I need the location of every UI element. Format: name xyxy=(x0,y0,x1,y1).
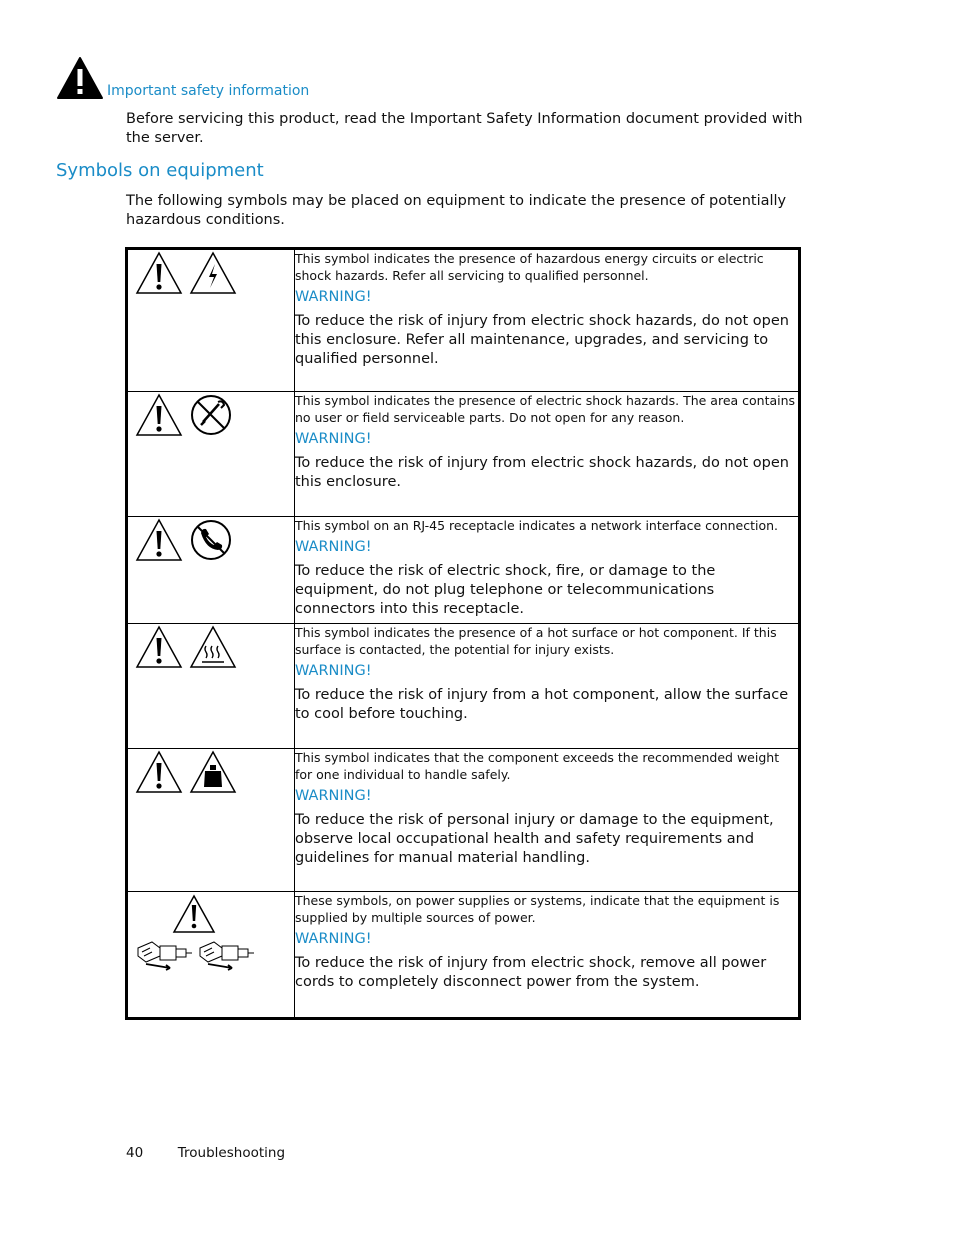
symbol-description: This symbol on an RJ-45 receptacle indicates a network interface connection. xyxy=(295,518,779,533)
warning-icon xyxy=(134,392,184,438)
symbol-description: These symbols, on power supplies or systems, indicate that the equipment is supplied by multiple sources of power. xyxy=(295,893,780,925)
symbol-cell xyxy=(127,624,295,749)
power-cord-icon xyxy=(200,942,254,962)
important-safety-link[interactable]: Important safety information xyxy=(107,83,310,99)
section-title: Symbols on equipment xyxy=(56,160,264,181)
symbol-cell xyxy=(127,517,295,624)
symbol-cell xyxy=(127,392,295,517)
warning-icon xyxy=(134,250,184,296)
warning-icon xyxy=(134,624,184,670)
no-tools-icon xyxy=(188,392,234,438)
safety-intro: Before servicing this product, read the Important Safety Information document provided with the server. xyxy=(126,111,803,146)
symbol-cell xyxy=(127,749,295,892)
symbol-text-cell xyxy=(295,517,800,624)
symbol-text-cell xyxy=(295,249,800,392)
symbol-text-cell xyxy=(295,892,800,1019)
warning-text: To reduce the risk of injury from electric shock hazards, do not open this enclosure. Refer all maintenance, upgrades, and servicing to qualified personnel. xyxy=(295,313,789,367)
warning-icon xyxy=(134,517,184,563)
warning-label: WARNING! xyxy=(295,931,372,947)
warning-label: WARNING! xyxy=(295,431,372,447)
warning-label: WARNING! xyxy=(295,289,372,305)
symbol-cell xyxy=(127,892,295,1019)
power-cord-icon xyxy=(138,942,192,962)
safety-header xyxy=(56,56,456,100)
heavy-weight-icon xyxy=(188,749,238,795)
warning-label: WARNING! xyxy=(295,663,372,679)
symbols-table xyxy=(125,247,801,1020)
high-voltage-icon xyxy=(188,250,238,296)
warning-text: To reduce the risk of personal injury or damage to the equipment, observe local occupational health and safety requirements and guidelines for manual material handling. xyxy=(295,812,774,866)
table-row xyxy=(127,392,800,517)
warning-label: WARNING! xyxy=(295,539,372,555)
section-intro: The following symbols may be placed on equipment to indicate the presence of potentially hazardous conditions. xyxy=(126,193,787,228)
chapter-title: Troubleshooting xyxy=(177,1145,286,1161)
warning-text: To reduce the risk of electric shock, fire, or damage to the equipment, do not plug telephone or telecommunications connectors into this receptacle. xyxy=(295,563,716,617)
warning-text: To reduce the risk of injury from a hot component, allow the surface to cool before touching. xyxy=(295,687,789,722)
hot-surface-icon xyxy=(188,624,238,670)
table-row xyxy=(127,517,800,624)
symbol-description: This symbol indicates that the component exceeds the recommended weight for one individual to handle safely. xyxy=(295,750,780,782)
warning-text: To reduce the risk of injury from electric shock, remove all power cords to completely disconnect power from the system. xyxy=(295,955,767,990)
symbol-text-cell xyxy=(295,392,800,517)
multiple-power-sources-icon xyxy=(136,892,260,974)
symbol-description: This symbol indicates the presence of hazardous energy circuits or electric shock hazards. Refer all servicing to qualified personnel. xyxy=(295,251,764,283)
symbol-text-cell xyxy=(295,624,800,749)
page-footer xyxy=(126,1145,285,1161)
symbol-description: This symbol indicates the presence of electric shock hazards. The area contains no user or field serviceable parts. Do not open for any reason. xyxy=(295,393,796,425)
page-number: 40 xyxy=(126,1145,144,1161)
warning-label: WARNING! xyxy=(295,788,372,804)
warning-text: To reduce the risk of injury from electric shock hazards, do not open this enclosure. xyxy=(295,455,789,490)
table-row xyxy=(127,749,800,892)
warning-filled-icon xyxy=(56,56,104,100)
warning-icon xyxy=(134,749,184,795)
symbol-cell xyxy=(127,249,295,392)
symbol-description: This symbol indicates the presence of a hot surface or hot component. If this surface is contacted, the potential for injury exists. xyxy=(295,625,777,657)
table-row xyxy=(127,624,800,749)
table-row xyxy=(127,892,800,1019)
symbol-text-cell xyxy=(295,749,800,892)
no-telephone-icon xyxy=(188,517,234,563)
table-row xyxy=(127,249,800,392)
